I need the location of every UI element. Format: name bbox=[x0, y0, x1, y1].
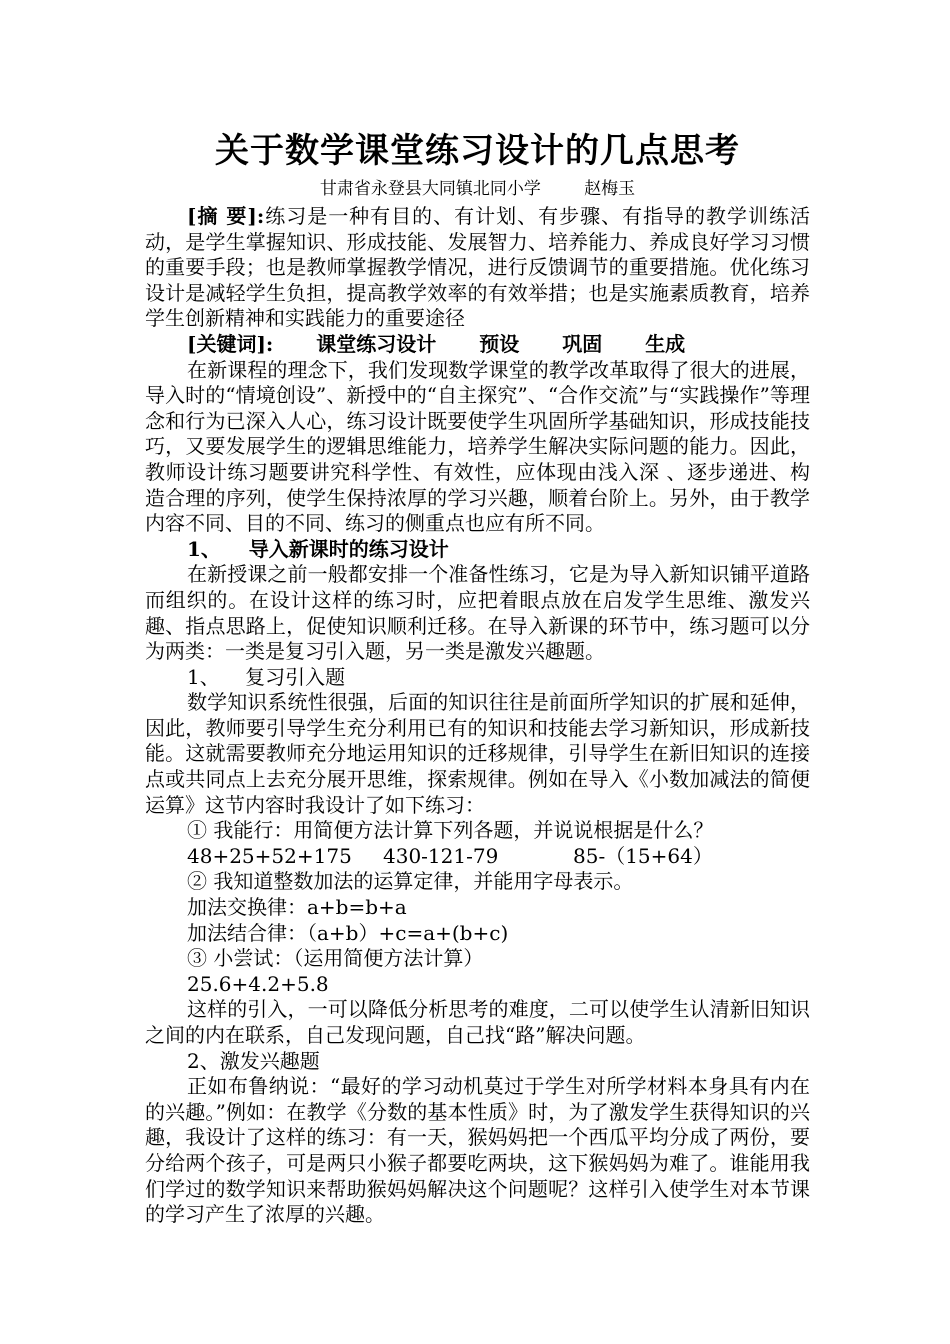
commutative-law: 加法交换律：a+b=b+a bbox=[187, 895, 407, 920]
document-title: 关于数学课堂练习设计的几点思考 bbox=[215, 131, 740, 171]
intro-paragraph: 在新课程的理念下，我们发现数学课堂的教学改革取得了很大的进展，导入时的“情境创设”、新授中的“自主探究”、“合作交流”与“实践操作”等理念和行为已深入人心，练习设计既要使学生巩固所学基础知识，形成技能技巧，又要发展学生的逻辑思维能力，培养学生解决实际问题的能力。因此，教师设计练习题要讲究科学性、有效性，应体现由浅入深 、逐步递进、构造合理的序列，使学生保持浓厚的学习兴趣，顺着台阶上。另外，由于教学内容不同、目的不同、练习的侧重点也应有所不同。 bbox=[145, 357, 810, 536]
abstract-text: 练习是一种有目的、有计划、有步骤、有指导的教学训练活动，是学生掌握知识、形成技能、发展智力、培养能力、养成良好学习习惯的重要手段；也是教师掌握教学情况，进行反馈调节的重要措施。优化练习设计是减轻学生负担，提高教学效率的有效举措；也是实施素质教育，培养学生创新精神和实践能力的重要途径 bbox=[145, 204, 810, 331]
exercise-formulas bbox=[145, 844, 810, 870]
keywords-line bbox=[145, 332, 810, 358]
section-1-heading: 1、 导入新课时的练习设计 bbox=[187, 536, 449, 561]
exercise-item-3: ③ 小尝试：（运用简便方法计算） bbox=[187, 946, 484, 971]
subsection-2-paragraph: 正如布鲁纳说：“最好的学习动机莫过于学生对所学材料本身具有内在的兴趣。”例如：在教学《分数的基本性质》时，为了激发学生获得知识的兴趣，我设计了这样的练习：有一天，猴妈妈把一个西瓜平均分成了两份，要分给两个孩子，可是两只小猴子都要吃两块，这下猴妈妈为难了。谁能用我们学过的数学知识来帮助猴妈妈解决这个问题呢？这样引入使学生对本节课的学习产生了浓厚的兴趣。 bbox=[145, 1074, 810, 1227]
subsection-2-heading: 2、激发兴趣题 bbox=[187, 1048, 320, 1073]
keyword-item: 生成 bbox=[645, 331, 686, 356]
exercise-item-2: ② 我知道整数加法的运算定律，并能用字母表示。 bbox=[187, 869, 634, 894]
keywords-label: [关键词]: bbox=[187, 331, 274, 356]
formula: 85-（15+64） bbox=[573, 843, 713, 868]
abstract-label: [摘 要]: bbox=[187, 204, 265, 228]
section-1-paragraph: 在新授课之前一般都安排一个准备性练习，它是为导入新知识铺平道路而组织的。在设计这样的练习时，应把着眼点放在启发学生思维、激发兴趣、指点思路上，促使知识顺利迁移。在导入新课的环节中，练习题可以分为两类：一类是复习引入题，另一类是激发兴趣题。 bbox=[145, 562, 810, 664]
exercise-item-3-expression: 25.6+4.2+5.8 bbox=[187, 971, 329, 996]
formula: 430-121-79 bbox=[383, 843, 499, 868]
keyword-item: 预设 bbox=[479, 331, 520, 356]
exercise-item-1: ① 我能行：用简便方法计算下列各题，并说说根据是什么？ bbox=[187, 818, 714, 843]
keyword-item: 课堂练习设计 bbox=[316, 331, 437, 356]
subsection-1-conclusion: 这样的引入，一可以降低分析思考的难度，二可以使学生认清新旧知识之间的内在联系，自己发现问题，自己找“路”解决问题。 bbox=[145, 997, 810, 1047]
formula: 48+25+52+175 bbox=[187, 843, 352, 868]
document-page bbox=[145, 128, 810, 1228]
abstract-paragraph bbox=[145, 204, 810, 332]
keyword-item: 巩固 bbox=[562, 331, 603, 356]
subsection-1-paragraph: 数学知识系统性很强，后面的知识往往是前面所学知识的扩展和延伸，因此，教师要引导学生充分利用已有的知识和技能去学习新知识，形成新技能。这就需要教师充分地运用知识的迁移规律，引导学生在新旧知识的连接点或共同点上去充分展开思维，探索规律。例如在导入《小数加减法的简便运算》这节内容时我设计了如下练习： bbox=[145, 690, 810, 817]
associative-law: 加法结合律：（a+b）+c=a+(b+c) bbox=[187, 920, 509, 945]
author-line: 甘肃省永登县大同镇北同小学 赵梅玉 bbox=[319, 179, 636, 199]
subsection-1-heading: 1、 复习引入题 bbox=[187, 664, 346, 689]
